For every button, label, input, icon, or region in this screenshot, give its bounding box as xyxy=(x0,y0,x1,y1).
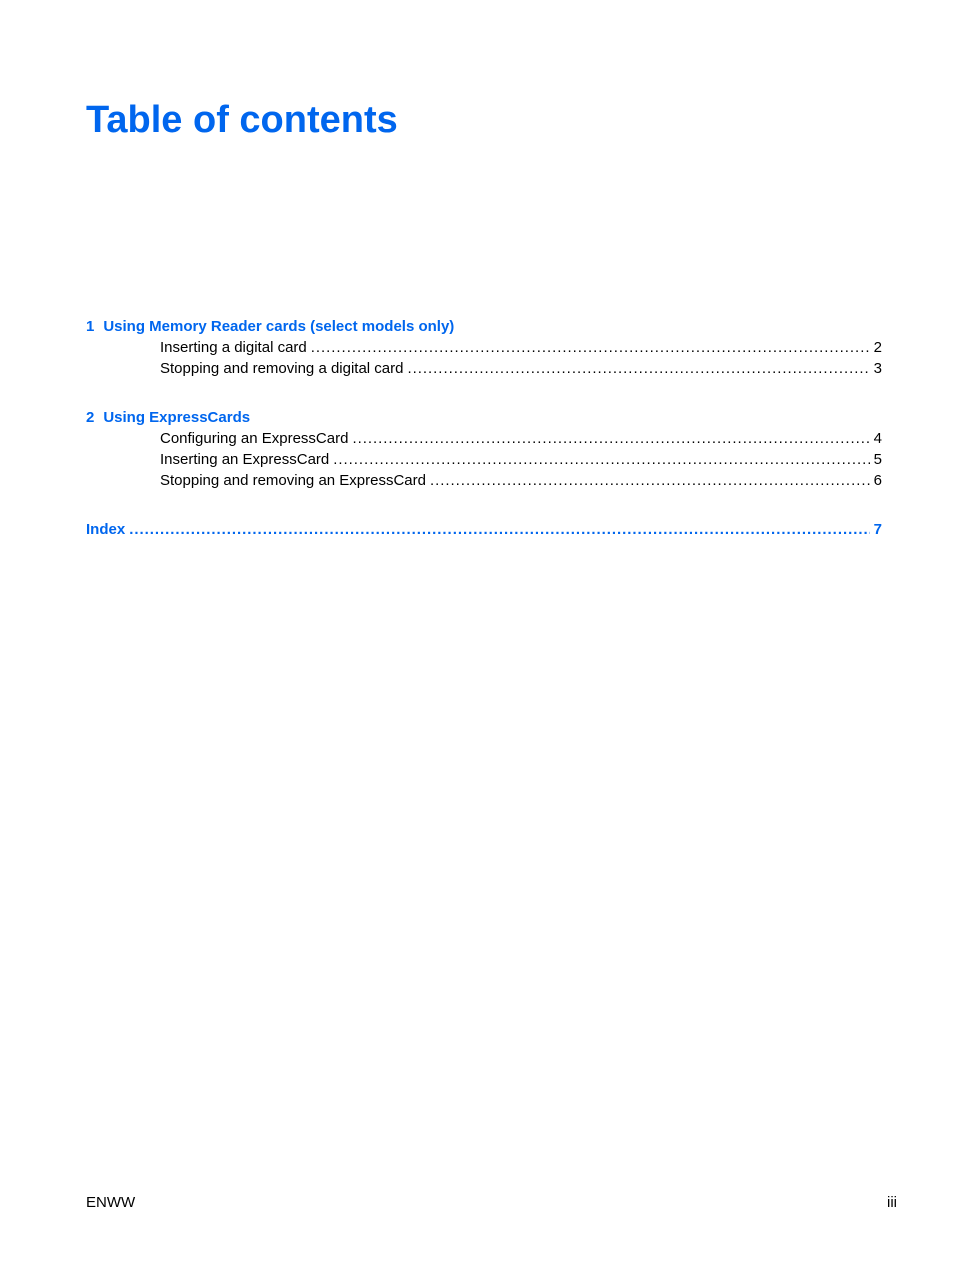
chapter-number: 1 xyxy=(86,318,95,335)
chapter-title: Using ExpressCards xyxy=(103,409,251,426)
dot-leader xyxy=(311,337,870,358)
toc-chapter-heading[interactable] xyxy=(86,316,882,337)
toc-entry[interactable] xyxy=(86,428,882,449)
dot-leader xyxy=(352,428,869,449)
toc-entry-page: 5 xyxy=(873,451,882,468)
dot-leader xyxy=(333,449,869,470)
footer-doc-code: ENWW xyxy=(86,1194,136,1211)
dot-leader xyxy=(430,470,870,491)
table-of-contents xyxy=(86,316,882,540)
toc-section-1 xyxy=(86,316,882,379)
chapter-title: Using Memory Reader cards (select models only) xyxy=(103,318,455,335)
toc-section-index xyxy=(86,519,882,540)
toc-entry-label: Inserting an ExpressCard xyxy=(160,451,330,468)
toc-entry-label: Stopping and removing a digital card xyxy=(160,360,404,377)
toc-entry-label: Configuring an ExpressCard xyxy=(160,430,349,447)
toc-entry[interactable] xyxy=(86,358,882,379)
chapter-number: 2 xyxy=(86,409,95,426)
toc-entry-label: Inserting a digital card xyxy=(160,339,307,356)
toc-index-entry[interactable] xyxy=(86,519,882,540)
toc-entry-page: 4 xyxy=(873,430,882,447)
dot-leader xyxy=(408,358,870,379)
toc-section-2 xyxy=(86,407,882,491)
toc-entry-page: 3 xyxy=(873,360,882,377)
toc-entry-page: 2 xyxy=(873,339,882,356)
index-label: Index xyxy=(86,521,126,538)
page-title: Table of contents xyxy=(86,99,398,141)
dot-leader xyxy=(129,519,869,540)
toc-entry[interactable] xyxy=(86,470,882,491)
toc-entry-page: 6 xyxy=(873,472,882,489)
toc-entry[interactable] xyxy=(86,337,882,358)
toc-entry-label: Stopping and removing an ExpressCard xyxy=(160,472,426,489)
toc-chapter-heading[interactable] xyxy=(86,407,882,428)
footer-page-number: iii xyxy=(887,1194,897,1211)
index-page: 7 xyxy=(873,521,882,538)
toc-entry[interactable] xyxy=(86,449,882,470)
